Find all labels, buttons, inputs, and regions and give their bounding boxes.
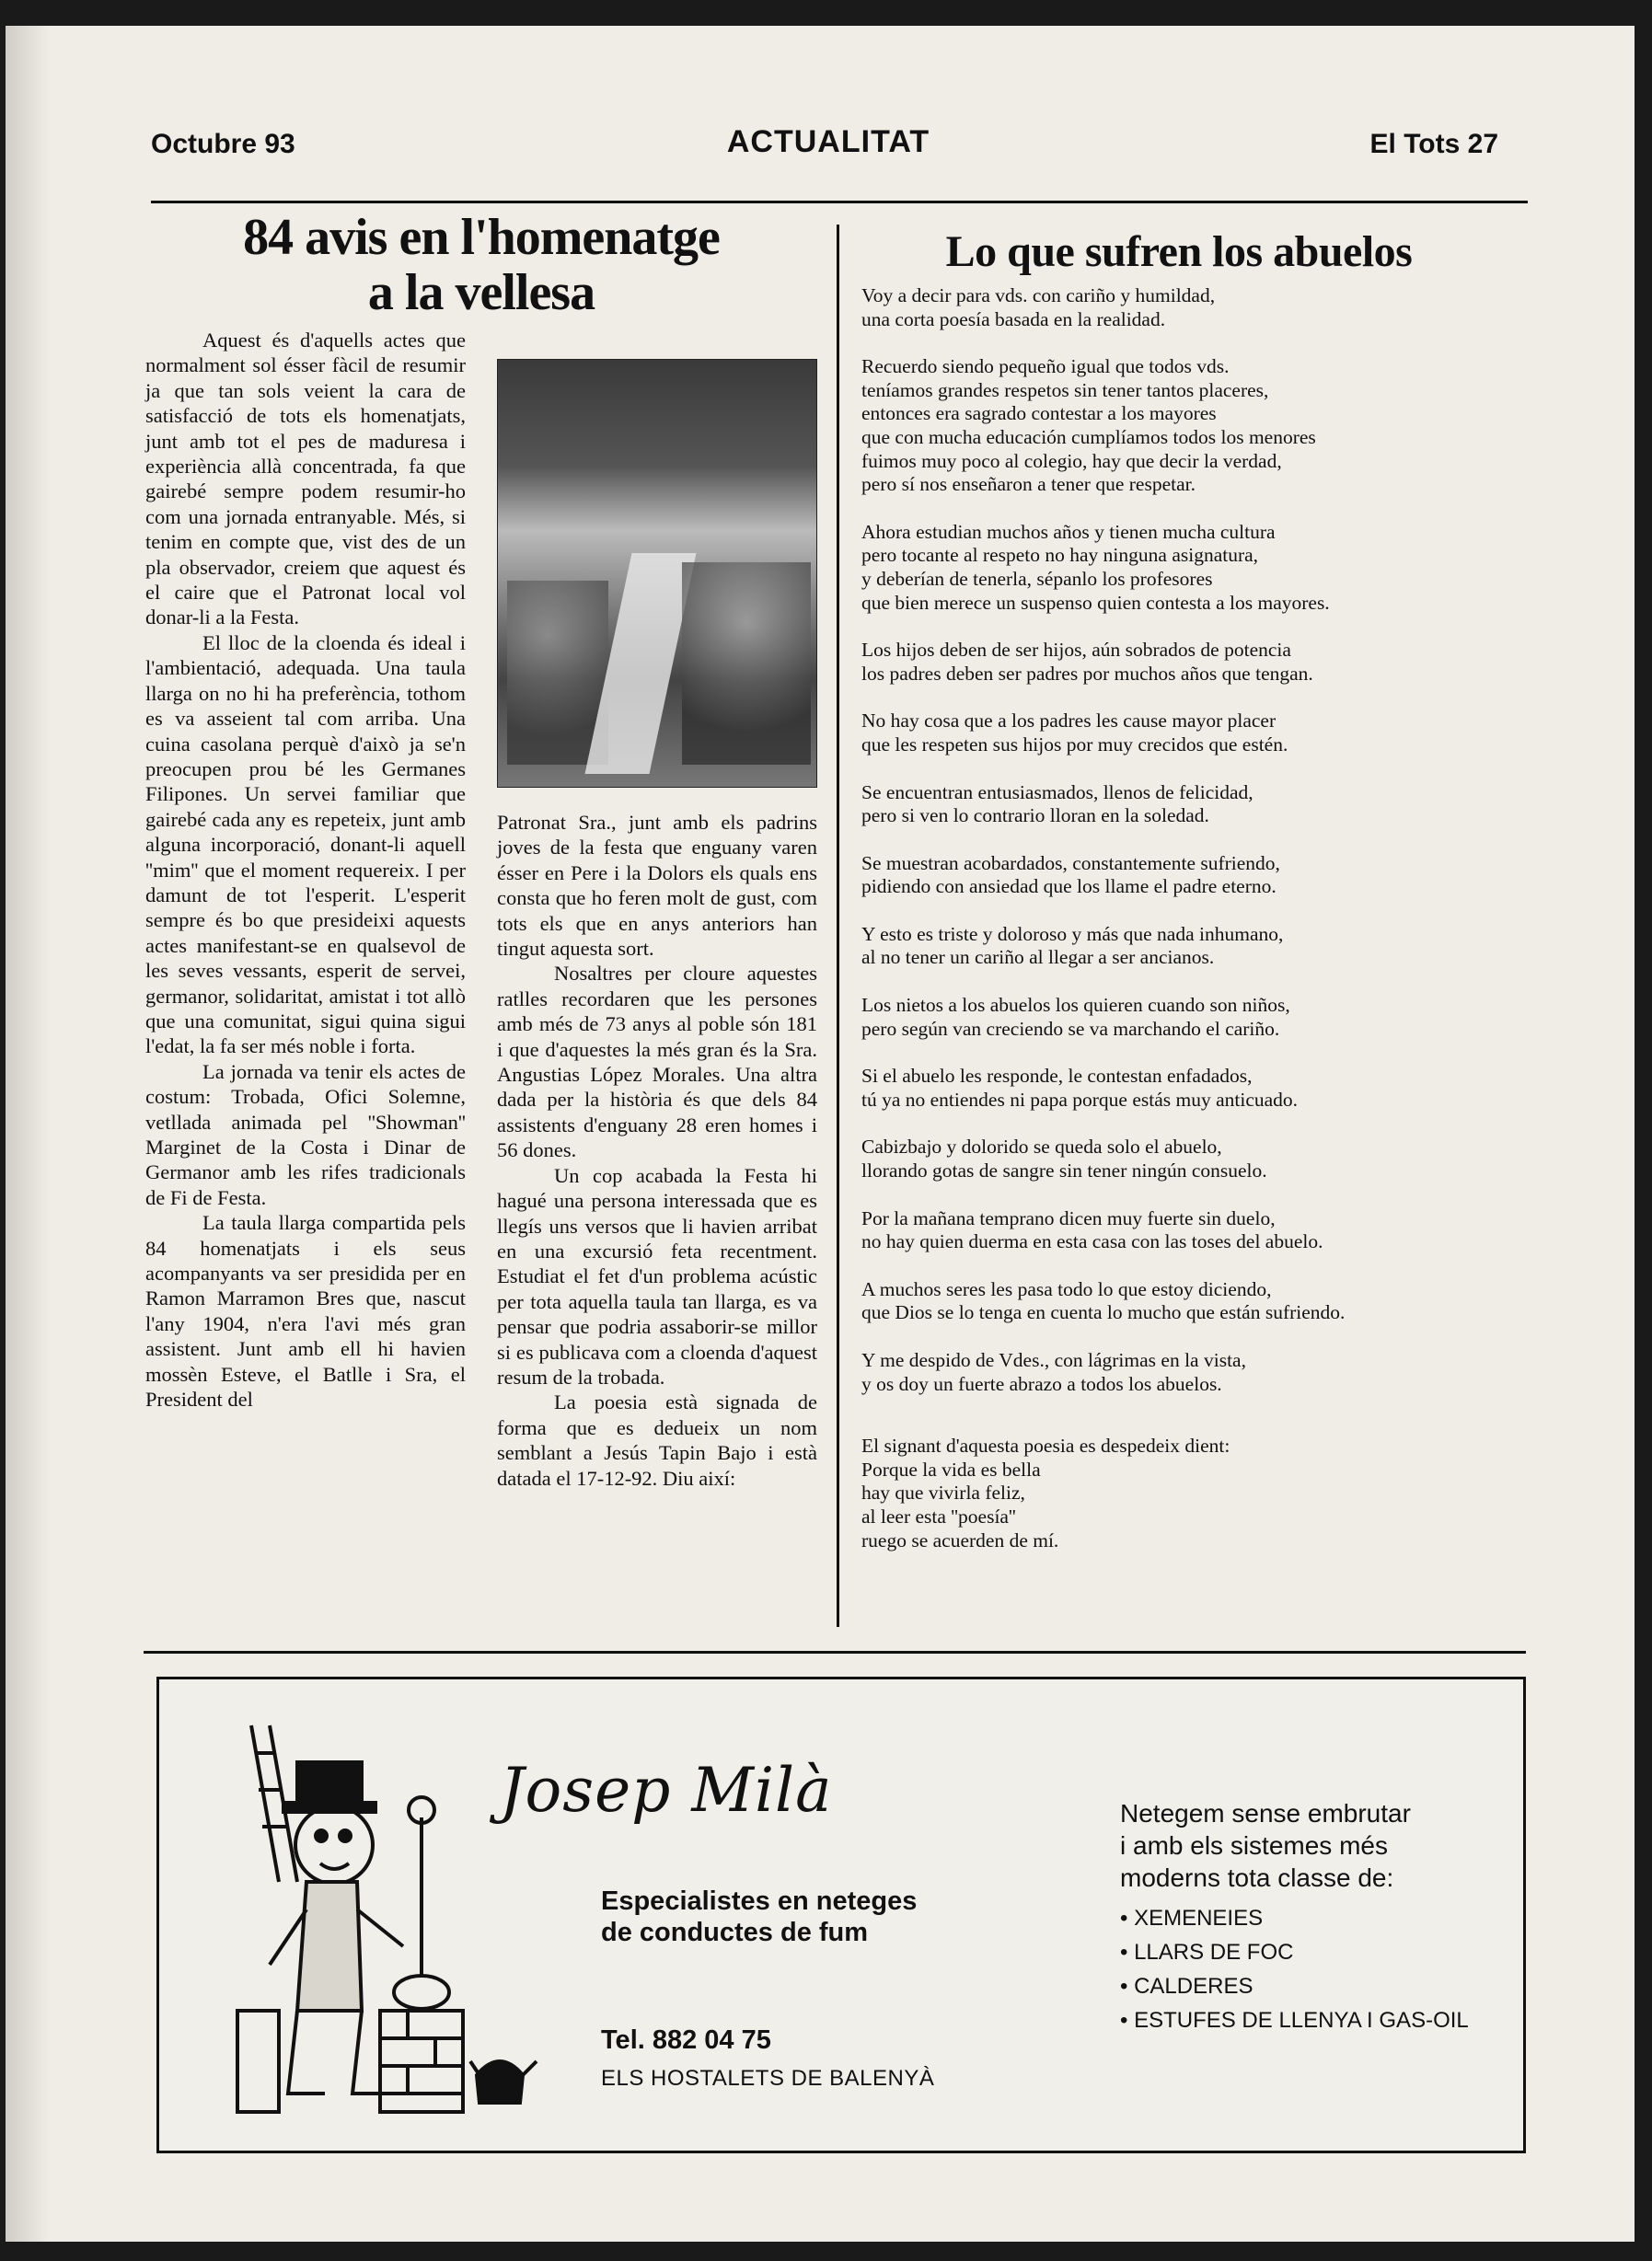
- ad-services-intro: Netegem sense embrutar i amb els sistemes més moderns tota classe de:: [1120, 1799, 1411, 1892]
- paragraph: Patronat Sra., junt amb els padrins joves de la festa que enguany varen ésser en Pere i la Dolors els quals ens consta que ho feren molt de gust, com tots els que en anys anteriors han tingut aquesta sort.: [497, 811, 817, 961]
- paragraph: Aquest és d'aquells actes que normalment sol ésser fàcil de resumir ja que tan sols veient la cara de satisfacció de tots els homenatjats, junt amb tot el pes de maduresa i experiència allà concentrada, fa que gairebé sempre podem resumir-ho com una jornada entranyable. Més, si tenim en compte que, vist des de un pla observador, creiem que aquest és el caire que el Patronat local vol donar-li a la Festa.: [145, 329, 466, 629]
- ad-service-item: • XEMENEIES: [1120, 1901, 1469, 1935]
- ad-service-item: • CALDERES: [1120, 1969, 1469, 2003]
- poem-stanza: Voy a decir para vds. con cariño y humildad, una corta poesía basada en la realidad.: [861, 284, 1216, 330]
- article-title-line2: a la vellesa: [367, 264, 595, 321]
- poem-signature-note: El signant d'aquesta poesia es despedeix dient: Porque la vida es bella hay que vivirla feliz, al leer esta ''poesía'' ruego se acuerden de mí.: [861, 1435, 1230, 1552]
- header-publication: El Tots 27: [1369, 129, 1498, 159]
- header-section: ACTUALITAT: [726, 124, 930, 159]
- ad-specialty: [601, 1886, 917, 1948]
- paragraph: Un cop acabada la Festa hi hagué una persona interessada que es llegís uns versos que li havien arribat en una excursió feta recentment. Estudiat el fet d'un problema acústic per tota aquella taula tan llarga, es va pensar que podria assaborir-se millor si es publicava com a cloenda d'aquest resum de la trobada.: [497, 1163, 817, 1389]
- article-column-1: [145, 328, 466, 1412]
- page-spine-shadow: [6, 26, 50, 2242]
- poem-stanza: Cabizbajo y dolorido se queda solo el abuelo, llorando gotas de sangre sin tener ningún consuelo.: [861, 1136, 1267, 1182]
- paragraph: El lloc de la cloenda és ideal i l'ambientació, adequada. Una taula llarga on no hi ha preferència, tothom es va asseient tal com arriba. Una cuina casolana perquè d'això ja se'n preocupen prou bé les Germanes Filipones. Un servei familiar que gairebé cada any es repeteix, junt amb alguna incorporació, donant-li aquell ''mim'' que el moment requereix. I per damunt de tot l'esperit. L'esperit sempre és bo que presideixi aquests actes manifestant-se en qualsevol de les seves vessants, esperit de servei, germanor, solidaritat, amistat i tot allò que una comunitat, sigui quina sigui l'edat, la fa ser més noble i forta.: [145, 630, 466, 1058]
- article-homenatge: [145, 209, 817, 1490]
- ad-telephone: Tel. 882 04 75: [601, 2025, 771, 2055]
- column-divider: [837, 225, 839, 1627]
- paragraph: La taula llarga compartida pels 84 homenatjats i els seus acompanyants va ser presidida per en Ramon Marramon Bres que, nascut l'any 1904, n'era l'avi més gran assistent. Junt amb ell hi havien mossèn Esteve, el Batlle i Sra, el President del: [145, 1211, 466, 1412]
- poem-stanza: Y esto es triste y doloroso y más que nada inhumano, al no tener un cariño al llegar a ser ancianos.: [861, 922, 1284, 969]
- ad-services-list: [1120, 1901, 1469, 2037]
- page-header: [151, 124, 1506, 164]
- poem-body: [861, 284, 1496, 1552]
- poem-stanza: No hay cosa que a los padres les cause mayor placer que les respeten sus hijos por muy crecidos que estén.: [861, 709, 1288, 756]
- header-rule: [151, 201, 1528, 203]
- magazine-page: [6, 26, 1635, 2242]
- poem-stanza: A muchos seres les pasa todo lo que estoy diciendo, que Dios se lo tenga en cuenta lo mucho que están sufriendo.: [861, 1277, 1346, 1324]
- poem-stanza: Se muestran acobardados, constantemente sufriendo, pidiendo con ansiedad que los llame el padre eterno.: [861, 851, 1280, 898]
- article-poem: [861, 226, 1496, 1552]
- ad-services: [1120, 1797, 1469, 2037]
- ad-service-item: • ESTUFES DE LLENYA I GAS-OIL: [1120, 2003, 1469, 2037]
- ad-town: ELS HOSTALETS DE BALENYÀ: [601, 2066, 935, 2091]
- poem-stanza: Y me despido de Vdes., con lágrimas en la vista, y os doy un fuerte abrazo a todos los abuelos.: [861, 1349, 1246, 1395]
- photo-guests-right: [682, 562, 811, 765]
- ad-service-item: • LLARS DE FOC: [1120, 1935, 1469, 1969]
- ad-separator-rule: [144, 1651, 1526, 1654]
- article-column-2: [497, 810, 817, 1491]
- article-title-line1: 84 avis en l'homenatge: [243, 209, 720, 266]
- paragraph: Nosaltres per cloure aquestes ratlles recordaren que les persones amb més de 73 anys al poble són 181 i que d'aquestes la més gran és la Sra. Angustias López Morales. Una altra dada per la història és que dels 84 assistents d'enguany 28 eren homes i 56 dones.: [497, 962, 817, 1162]
- poem-stanza: Por la mañana temprano dicen muy fuerte sin duelo, no hay quien duerma en esta casa con las toses del abuelo.: [861, 1206, 1323, 1253]
- poem-stanza: Se encuentran entusiasmados, llenos de felicidad, pero si ven lo contrario lloran en la soledad.: [861, 780, 1253, 827]
- banquet-photo: [497, 359, 817, 788]
- paragraph: La poesia està signada de forma que es dedueix un nom semblant a Jesús Tapin Bajo i està datada el 17-12-92. Diu així:: [497, 1390, 817, 1490]
- header-date: Octubre 93: [151, 129, 295, 159]
- poem-title: Lo que sufren los abuelos: [945, 227, 1413, 276]
- ad-specialty-line1: Especialistes en neteges: [601, 1886, 918, 1916]
- poem-stanza: Los hijos deben de ser hijos, aún sobrados de potencia los padres deben ser padres por muchos años que tengan.: [861, 639, 1313, 685]
- poem-stanza: Recuerdo siendo pequeño igual que todos vds. teníamos grandes respetos sin tener tantos placeres, entonces era sagrado contestar a los mayores que con mucha educación cumplíamos todos los menores fuimos muy poco al colegio, hay que decir la verdad, pero sí nos enseñaron a tener que respetar.: [861, 355, 1316, 496]
- poem-stanza: Los nietos a los abuelos los quieren cuando son niños, pero según van creciendo se va marchando el cariño.: [861, 994, 1290, 1040]
- poem-stanza: Ahora estudian muchos años y tienen mucha cultura pero tocante al respeto no hay ninguna asignatura, y deberían de tenerla, sépanlo los profesores que bien merece un suspenso quien contesta a los mayores.: [861, 520, 1330, 614]
- poem-stanza: Si el abuelo les responde, le contestan enfadados, tú ya no entiendes ni papa porque estás muy anticuado.: [861, 1065, 1299, 1111]
- paragraph: La jornada va tenir els actes de costum: Trobada, Ofici Solemne, vetllada animada pel ''Showman'' Marginet de la Costa i Dinar de Germanor amb les rifes tradicionals de Fi de Festa.: [145, 1059, 466, 1209]
- ad-logo-josep-mila: Josep Milà: [500, 1755, 833, 1826]
- ad-specialty-line2: de conductes de fum: [601, 1918, 869, 1947]
- article-title: [145, 210, 817, 320]
- advertisement-josep-mila: [156, 1677, 1526, 2153]
